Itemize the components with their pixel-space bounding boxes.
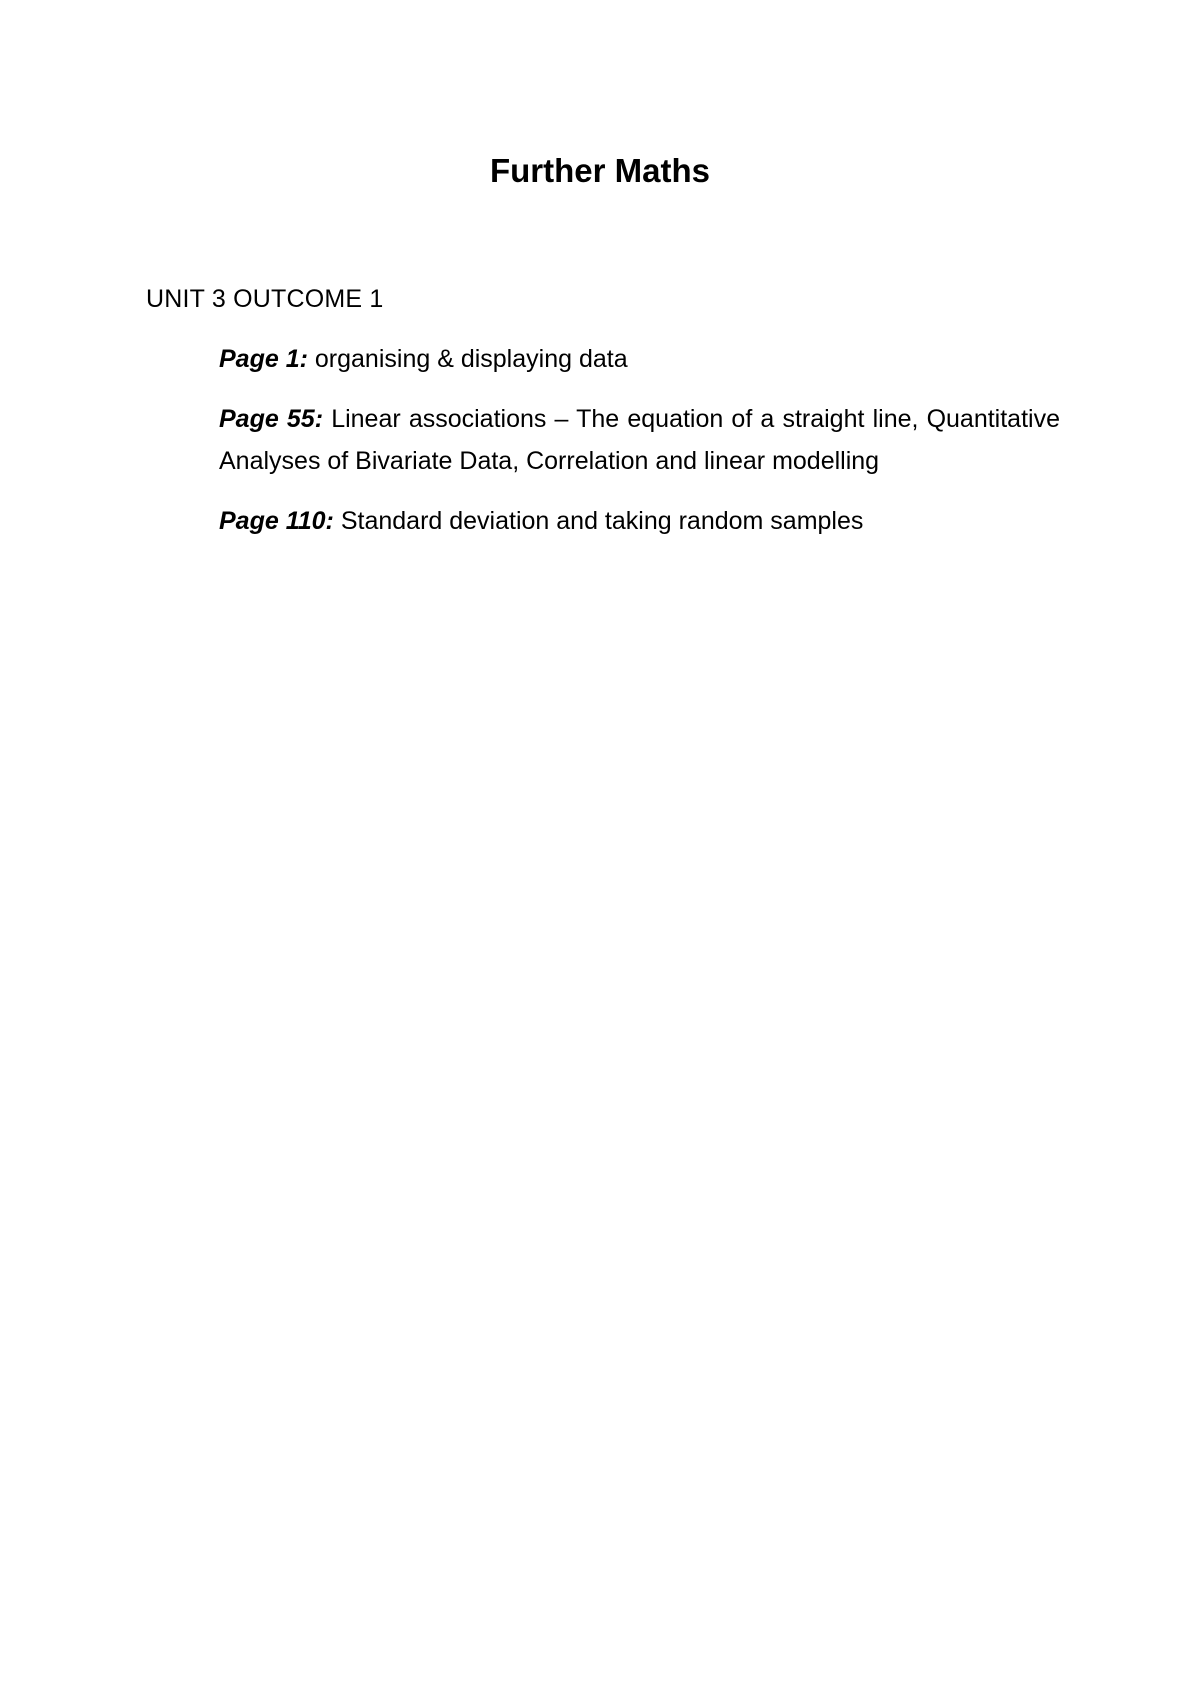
page-reference-description: organising & displaying data [314, 345, 628, 373]
page-reference-list [219, 338, 1060, 560]
page-reference-item [219, 500, 1060, 542]
page-reference-label: Page 55: [219, 405, 324, 433]
page-reference-item [219, 338, 1060, 380]
page-reference-description: Standard deviation and taking random samples [340, 507, 864, 535]
page-reference-description: Linear associations – The equation of a straight line, Quantitative Analyses of Bivariate Data, Correlation and linear modelling [219, 405, 1060, 475]
page-reference-item [219, 398, 1060, 482]
page-reference-label: Page 110: [219, 507, 334, 535]
page-reference-label: Page 1: [219, 345, 308, 373]
page-title: Further Maths [489, 152, 710, 189]
unit-heading: UNIT 3 OUTCOME 1 [146, 285, 384, 313]
